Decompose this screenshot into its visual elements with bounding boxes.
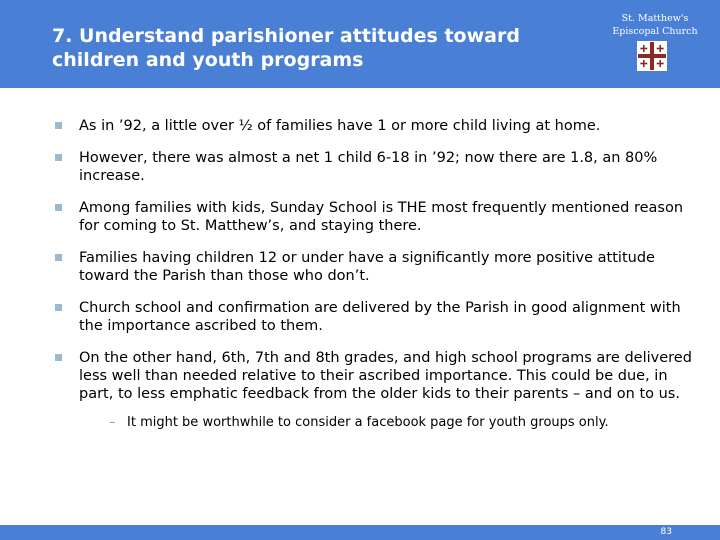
title-line-2: children and youth programs [52,49,364,71]
bullet-text: However, there was almost a net 1 child 6-18 in ’92; now there are 1.8, an 80% increase. [79,150,658,184]
bullet-text: Families having children 12 or under have a significantly more positive attitude toward the Parish than those who don’t. [79,250,655,284]
bullet-text: As in ’92, a little over ½ of families have 1 or more child living at home. [79,118,601,134]
bullet-item [52,299,692,335]
square-bullet-icon [55,154,62,161]
bullet-text: Church school and confirmation are delivered by the Parish in good alignment with the importance ascribed to them. [79,300,681,334]
bullet-item [52,117,692,135]
bullet-list [52,117,692,431]
bullet-text: Among families with kids, Sunday School is THE most frequently mentioned reason for coming to St. Matthew’s, and staying there. [79,200,684,234]
cross-emblem-icon [637,41,667,71]
slide-title [52,24,592,72]
square-bullet-icon [55,204,62,211]
bullet-item [52,199,692,235]
bullet-item [52,249,692,285]
header-bar [0,0,720,88]
sub-bullet-text: It might be worthwhile to consider a facebook page for youth groups only. [127,415,609,430]
footer-bar [0,525,720,540]
logo-line-1: St. Matthew's [621,13,689,24]
logo-text [600,12,710,38]
church-logo [600,10,710,82]
sub-bullet-item [109,414,692,431]
square-bullet-icon [55,304,62,311]
square-bullet-icon [55,354,62,361]
square-bullet-icon [55,122,62,129]
bullet-item [52,149,692,185]
logo-line-2: Episcopal Church [612,26,698,37]
page-number: 83 [660,527,672,537]
square-bullet-icon [55,254,62,261]
bullet-item [52,349,692,403]
bullet-text: On the other hand, 6th, 7th and 8th grades, and high school programs are delivered less well than needed relative to their ascribed importance. This could be due, in part, to less emphatic feedback from the older kids to their parents – and on to us. [79,350,692,402]
title-line-1: 7. Understand parishioner attitudes toward [52,25,520,47]
dash-bullet: – [109,415,116,430]
